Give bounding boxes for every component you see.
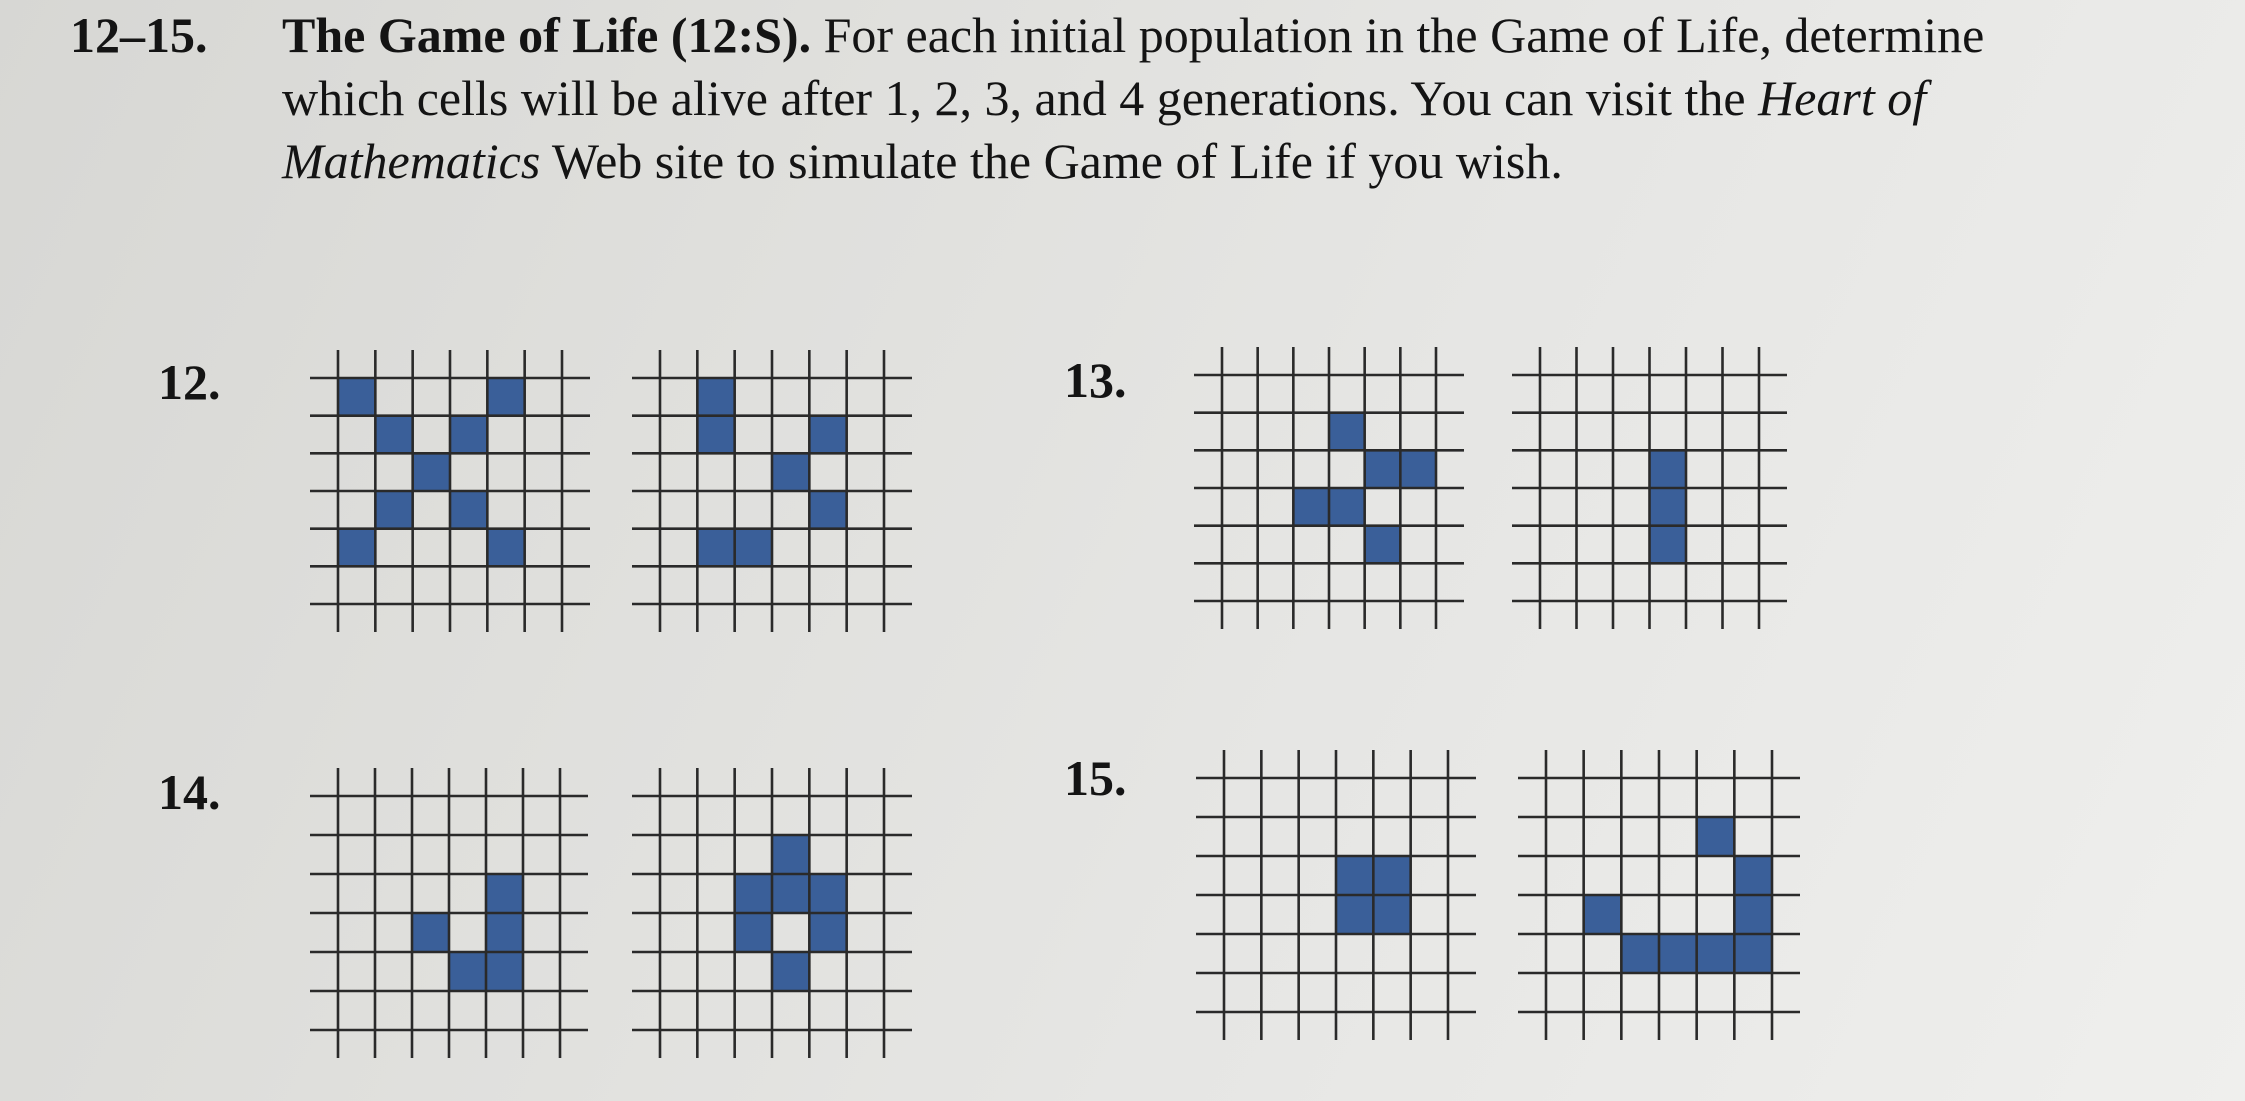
live-cell [1400, 450, 1436, 488]
live-cell [809, 913, 846, 952]
live-cell [1584, 895, 1622, 934]
live-cell [487, 529, 524, 567]
live-cell [1650, 488, 1687, 526]
live-cell [375, 491, 412, 529]
live-cell [1734, 895, 1772, 934]
live-cell [1697, 817, 1735, 856]
live-cell [449, 952, 486, 991]
live-cell [772, 835, 809, 874]
exercise-15-label: 15. [1064, 750, 1127, 806]
live-cell [809, 416, 846, 454]
live-cell [735, 529, 772, 567]
live-cell [486, 952, 523, 991]
live-cell [1734, 856, 1772, 895]
live-cell [450, 491, 487, 529]
book-title: Heart of Mathematics [282, 70, 1927, 189]
exercise-14-initial-grid [310, 768, 588, 1058]
live-cell [412, 913, 449, 952]
live-cell [1697, 934, 1735, 973]
exercise-13-initial-grid [1194, 347, 1464, 629]
live-cell [1336, 856, 1373, 895]
live-cell [1329, 488, 1365, 526]
live-cell [735, 913, 772, 952]
problem-text-before: For each initial population in the Game of Life, determine which cells will be alive after 1, 2, 3, and 4 generations. You can visit the [282, 7, 1985, 126]
exercise-13-label: 13. [1064, 352, 1127, 408]
live-cell [697, 416, 734, 454]
live-cell [1659, 934, 1697, 973]
live-cell [809, 491, 846, 529]
exercise-15-next-grid [1518, 750, 1800, 1040]
problem-title: The Game of Life (12:S). [282, 7, 812, 63]
live-cell [338, 378, 375, 416]
live-cell [1650, 450, 1687, 488]
exercise-12-initial-grid [310, 350, 590, 632]
live-cell [735, 874, 772, 913]
problem-text-after: Web site to simulate the Game of Life if you wish. [540, 133, 1563, 189]
live-cell [450, 416, 487, 454]
exercise-12-label: 12. [158, 354, 221, 410]
exercise-14-next-grid [632, 768, 912, 1058]
problem-number: 12–15. [70, 7, 208, 63]
exercise-15-initial-grid [1196, 750, 1476, 1040]
live-cell [1621, 934, 1659, 973]
live-cell [772, 453, 809, 491]
live-cell [809, 874, 846, 913]
live-cell [375, 416, 412, 454]
live-cell [697, 378, 734, 416]
live-cell [697, 529, 734, 567]
problem-statement [282, 4, 2102, 193]
live-cell [772, 874, 809, 913]
live-cell [486, 874, 523, 913]
exercise-14-label: 14. [158, 764, 221, 820]
exercise-13-next-grid [1512, 347, 1787, 629]
live-cell [413, 453, 450, 491]
live-cell [1293, 488, 1329, 526]
live-cell [1365, 450, 1401, 488]
live-cell [486, 913, 523, 952]
live-cell [1336, 895, 1373, 934]
live-cell [1650, 526, 1687, 564]
live-cell [1373, 856, 1410, 895]
live-cell [772, 952, 809, 991]
live-cell [1365, 526, 1401, 564]
live-cell [487, 378, 524, 416]
live-cell [1734, 934, 1772, 973]
live-cell [1329, 413, 1365, 451]
exercise-12-next-grid [632, 350, 912, 632]
live-cell [1373, 895, 1410, 934]
live-cell [338, 529, 375, 567]
